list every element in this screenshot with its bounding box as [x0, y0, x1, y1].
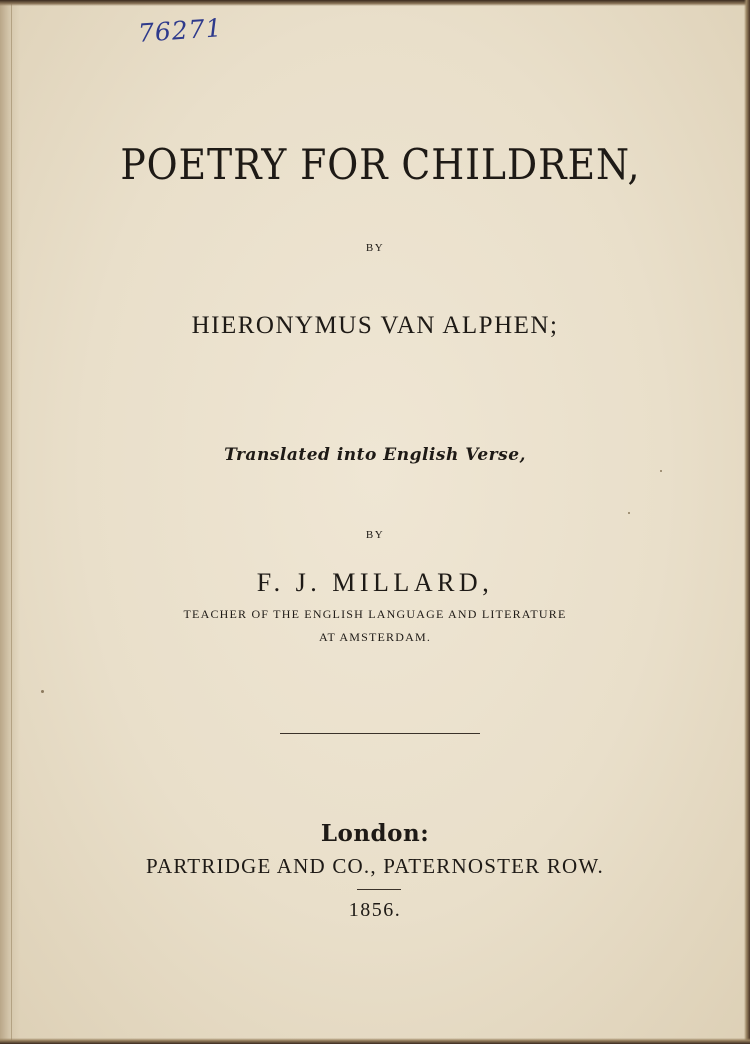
binding-line [11, 0, 12, 1044]
divider-rule [280, 733, 480, 734]
translator-name: F. J. MILLARD, [256, 568, 494, 597]
translation-note: Translated into English Verse, [224, 445, 526, 465]
paper-speck [628, 512, 630, 514]
short-divider-rule [357, 889, 401, 890]
author-name: HIERONYMUS VAN ALPHEN; [191, 312, 559, 339]
top-edge [0, 0, 750, 6]
paper-speck [660, 470, 662, 472]
translator-location: AT AMSTERDAM. [318, 630, 432, 644]
paper-speck [41, 690, 44, 693]
book-title: POETRY FOR CHILDREN, [120, 140, 641, 189]
imprint-city: London: [320, 820, 430, 847]
by-label: BY [365, 529, 385, 541]
right-edge [744, 0, 750, 1044]
imprint-publisher: PARTRIDGE AND CO., PATERNOSTER ROW. [146, 854, 604, 878]
translator-credential: TEACHER OF THE ENGLISH LANGUAGE AND LITERATURE [183, 607, 567, 621]
imprint-year: 1856. [348, 899, 402, 921]
by-label: BY [365, 242, 385, 254]
catalog-number: 76271 [137, 13, 224, 48]
binding-shadow [0, 0, 20, 1044]
bottom-edge [0, 1038, 750, 1044]
